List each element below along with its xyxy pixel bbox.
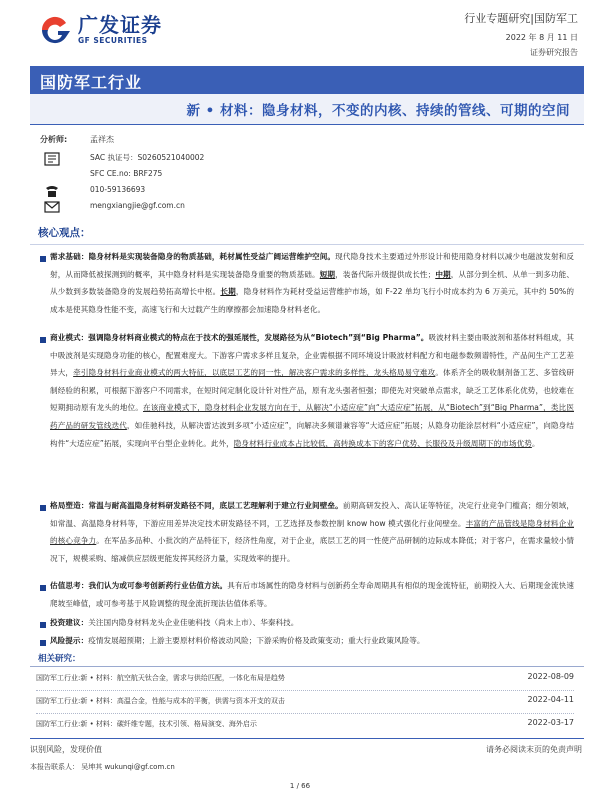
header-meta — [464, 10, 578, 58]
bullet-icon — [40, 585, 46, 591]
company-logo — [40, 14, 162, 45]
point-landscape: 格局塑造：常温与耐高温隐身材料研发路径不同，底层工艺理解利于建立行业间壁垒。前期高研发投入、高认证等特征，决定行业竞争门槛高；细分领域，如常温、高温隐身材料等，下游应用差异决定技术研发路径不同，工艺选择及参数控制 know how 模式强化行业间壁垒。丰富的产品管线是隐身材料企业的核心竞争力。在军品多品种、小批次的产品特征下，经济性角度，对于企业，底层工艺的同一性使产品研制的边际成本降低；对于客户，在需求量较小情况下，规模采购、缩减供应层级更能发挥其经济力量，实现效率的提升。 — [50, 501, 574, 563]
divider — [30, 124, 584, 125]
divider — [30, 738, 584, 739]
key-points-heading: 核心观点： — [38, 227, 91, 239]
footer-contact: 本报告联系人： 吴坤其 wukunqi@gf.com.cn — [30, 763, 175, 771]
analyst-label: 分析师: — [40, 135, 68, 144]
bullet-icon — [40, 640, 46, 646]
bullet-icon — [40, 337, 46, 343]
industry-title: 国防军工行业 — [40, 73, 143, 92]
analyst-email: mengxiangjie@gf.com.cn — [90, 201, 185, 210]
related-title[interactable]: 国防军工行业:新 • 材料：碳纤维专题，技术引领、格局演变、海外启示 — [36, 720, 257, 728]
divider — [30, 666, 584, 667]
point-demand: 需求基础：隐身材料是实现装备隐身的物质基础，耗材属性受益广阔运营维护空间。现代隐身技术主要通过外形设计和使用隐身材料以减少电磁波发射和反射，从而降低被探测到的概率，其中隐身材料是实现装备隐身重要的物质基础。短期，装备代际升级提供成长性；中期，从部分到全机、从单一到多功能、从少数到多数装备隐身的发展趋势拓高增长中枢。长期，隐身材料作为耗材受益运营维护市场，如 F-22 单均飞行小时成本约为 6 万美元，其中约 50%的成本是使其隐身性能不变，高速飞行和大过载产生的摩擦都会加速隐身材料老化。 — [50, 252, 575, 314]
related-date: 2022-04-11 — [527, 695, 574, 704]
point-business-model: 商业模式：强调隐身材料商业模式的特点在于技术的强延展性，发展路径为从“Biotech”到“Big Pharma”。吸波材料主要由吸波剂和基体材料组成，其中吸波剂是实现隐身功能的核心，配置难度大。下游客户需求多样且复杂，企业需根据不同环境设计吸波材料配方和电磁参数频谱特性，产品间生产工艺差异大，牵引隐身材料行业商业模式的两大特征，以底层工艺的同一性，解决客户需求的多样性，龙头格局易守难攻。体系齐全的吸收制剂备工艺、多管线研制经验的积累，可根据下游客户不同需求，在短时间定制化设计针对性产品，原有龙头强者恒强；即使先对突破单点需求，缺乏工艺体系化优势，也较难在短期拥动原有龙头的地位。在该商业模式下，隐身材料企业发展方向在于，从解决“小适应症”向“大适应症”拓展，从“Biotech”到“Big Pharma”，类比医药产品的研发管线迭代，如佳驰科技，从解决雷达波到多项“小适应症”，向解决多频谱兼容等“大适应症”拓展；从隐身功能涂层材料“小适应症”，向隐身结构件“大适应症”拓展，实现向平台型企业转化。此外，隐身材料行业成本占比较低，高转换成本下的客户优势、长服役及升级周期下的市场优势。 — [50, 333, 574, 448]
report-type: 行业专题研究|国防军工 — [464, 12, 578, 25]
footer-disclaimer: 请务必阅读末页的免责声明 — [486, 745, 582, 754]
point-investment: 投资建议：关注国内隐身材料龙头企业佳驰科技（尚未上市）、华秦科技。 — [50, 618, 299, 627]
phone-icon — [44, 184, 60, 198]
brand-name-en: GF SECURITIES — [78, 36, 148, 45]
report-title: 新 • 材料：隐身材料，不变的内核、持续的管线、可期的空间 — [186, 103, 570, 119]
related-date: 2022-03-17 — [527, 718, 574, 727]
analyst-sac: SAC 执证号：S0260521040002 — [90, 153, 205, 162]
report-date: 2022 年 8 月 11 日 — [505, 33, 578, 42]
related-item[interactable] — [36, 668, 574, 691]
analyst-phone: 010-59136693 — [90, 185, 146, 194]
related-item[interactable] — [36, 691, 574, 714]
related-date: 2022-08-09 — [527, 672, 574, 681]
certificate-icon — [44, 152, 60, 166]
bullet-icon — [40, 256, 46, 262]
bullet-icon — [40, 505, 46, 511]
bullet-icon — [40, 622, 46, 628]
related-title[interactable]: 国防军工行业:新 • 材料：高温合金，性能与成本的平衡，供需与资本开支的双击 — [36, 697, 285, 705]
analyst-sfc: SFC CE.no: BRF275 — [90, 169, 163, 178]
point-valuation: 估值思考：我们认为或可参考创新药行业估值方法。具有后市场属性的隐身材料与创新药全寿命周期具有相似的现金流特征，前期投入大、后期现金流快速爬坡至峰值，或可参考基于风险调整的现金流折现法估值体系等。 — [50, 581, 574, 608]
related-heading: 相关研究： — [38, 654, 81, 664]
related-item[interactable] — [36, 714, 574, 736]
related-title[interactable]: 国防军工行业:新 • 材料：航空航天钛合金，需求与供给匹配，一体化布局是趋势 — [36, 674, 285, 682]
industry-banner — [30, 66, 584, 94]
gf-logo-icon — [40, 15, 74, 45]
email-icon — [44, 200, 60, 214]
footer-slogan: 识别风险，发现价值 — [30, 745, 102, 754]
divider — [30, 244, 584, 245]
report-category: 证券研究报告 — [530, 48, 578, 57]
report-title-bar — [30, 94, 584, 124]
brand-name-cn: 广发证券 — [78, 13, 162, 37]
analyst-name: 孟祥杰 — [90, 135, 114, 144]
point-risk: 风险提示：疫情发展超预期；上游主要原材料价格波动风险；下游采购价格及政策变动；重大行业政策风险等。 — [50, 636, 425, 645]
page-number: 1 / 66 — [289, 782, 311, 790]
